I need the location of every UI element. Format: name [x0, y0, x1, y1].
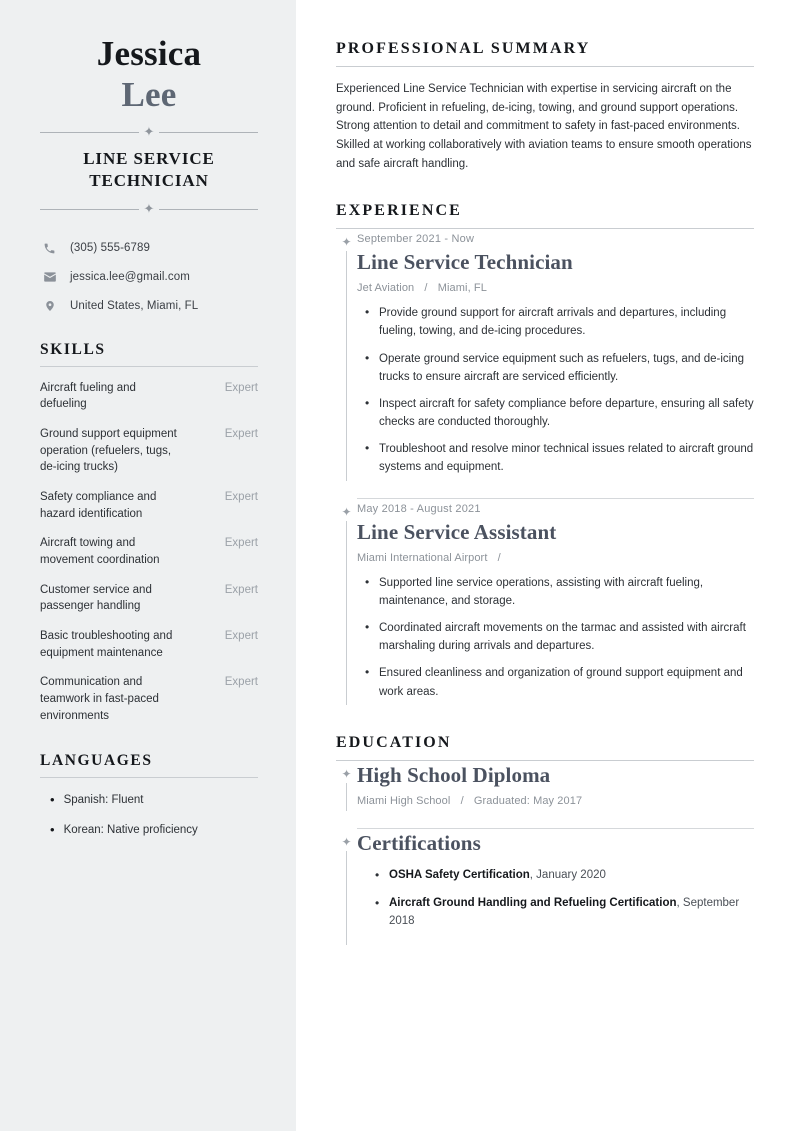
- skill-level: Expert: [224, 537, 258, 550]
- language-label: Korean: Native proficiency: [63, 824, 198, 837]
- certification-name: Aircraft Ground Handling and Refueling Certification: [389, 896, 677, 909]
- contact-list: [40, 242, 258, 313]
- experience-title: Line Service Technician: [357, 250, 573, 275]
- contact-phone[interactable]: [40, 242, 258, 255]
- experience-bullets: [357, 574, 754, 701]
- meta-separator: /: [497, 551, 501, 564]
- timeline-gutter: [336, 229, 357, 480]
- experience-heading: EXPERIENCE: [336, 202, 462, 220]
- skill-name: Ground support equipment operation (refuelers, tugs, de-icing trucks): [40, 428, 177, 474]
- divider-line-right: [159, 209, 258, 210]
- job-title: LINE SERVICE TECHNICIAN: [83, 149, 215, 190]
- divider-line-right: [159, 132, 258, 133]
- contact-email[interactable]: [40, 270, 258, 284]
- timeline-line: [346, 251, 347, 480]
- languages-heading-rule: [40, 777, 258, 778]
- certification-date: , January 2020: [529, 869, 606, 882]
- bullet-item: • Supported line service operations, assisting with aircraft fueling, maintenance, and storage.: [379, 574, 754, 610]
- sparkle-icon: ✦: [341, 834, 352, 849]
- experience-company: Miami International Airport: [357, 551, 488, 564]
- divider-top: [40, 126, 258, 139]
- skill-level: Expert: [224, 583, 258, 596]
- skill-item: [40, 674, 258, 724]
- experience-date: May 2018 - August 2021: [357, 502, 481, 515]
- language-item: [50, 792, 258, 809]
- experience-bullets: [357, 304, 754, 476]
- certification-item: [389, 867, 754, 885]
- divider-line-left: [40, 132, 139, 133]
- summary-heading-rule: [336, 66, 754, 67]
- certifications-heading: Certifications: [357, 830, 481, 855]
- languages-list: [40, 792, 258, 839]
- skill-name: Communication and teamwork in fast-paced environments: [40, 676, 159, 722]
- summary-heading-block: [336, 40, 754, 67]
- bullet-item: • Provide ground support for aircraft arrivals and departures, including fueling, towing, and de-icing procedures.: [379, 304, 754, 340]
- experience-body: [357, 229, 754, 480]
- certification-item: [389, 895, 754, 931]
- timeline-line: [346, 521, 347, 705]
- timeline-line: [346, 851, 347, 945]
- experience-location: Miami, FL: [437, 282, 487, 295]
- bullet-item: • Troubleshoot and resolve minor technical issues related to aircraft ground systems and equipment.: [379, 440, 754, 476]
- language-label: Spanish: Fluent: [63, 794, 144, 807]
- experience-title: Line Service Assistant: [357, 519, 557, 544]
- language-item: [50, 822, 258, 839]
- skill-name: Customer service and passenger handling: [40, 583, 152, 613]
- skills-heading-rule: [40, 366, 258, 367]
- skill-level: Expert: [224, 491, 258, 504]
- location-pin-icon: [40, 299, 59, 313]
- certification-name: OSHA Safety Certification: [389, 869, 530, 882]
- experience-body: [357, 499, 754, 705]
- sparkle-icon: ✦: [341, 504, 352, 519]
- skill-level: Expert: [224, 630, 258, 643]
- skill-item: [40, 628, 258, 661]
- experience-date: September 2021 - Now: [357, 233, 475, 246]
- experience-meta: [357, 552, 754, 564]
- first-name: Jessica: [96, 34, 202, 73]
- skill-level: Expert: [224, 676, 258, 689]
- timeline-gutter: [336, 499, 357, 705]
- bullet-item: • Coordinated aircraft movements on the tarmac and assisted with aircraft marshaling during arrivals and departures.: [379, 619, 754, 655]
- sidebar: [0, 0, 296, 1131]
- experience-meta: [357, 282, 754, 294]
- divider-bottom: [40, 200, 258, 216]
- skill-name: Aircraft fueling and defueling: [40, 381, 136, 411]
- meta-separator: /: [424, 282, 428, 295]
- skill-item: [40, 582, 258, 615]
- bullet-item: • Operate ground service equipment such as refuelers, tugs, and de-icing trucks to ensure aircraft are serviced efficiently.: [379, 350, 754, 386]
- bullet-item: • Inspect aircraft for safety compliance before departure, ensuring all safety checks are conducted thoroughly.: [379, 395, 754, 431]
- timeline-gutter: [336, 761, 357, 811]
- skill-name: Safety compliance and hazard identification: [40, 491, 157, 520]
- skill-item: [40, 535, 258, 568]
- bullet-item: • Ensured cleanliness and organization of ground support equipment and work areas.: [379, 664, 754, 700]
- languages-heading: LANGUAGES: [40, 752, 153, 770]
- education-meta: [357, 795, 754, 807]
- certification-date: , September 2018: [389, 896, 740, 927]
- education-heading: EDUCATION: [336, 733, 452, 751]
- section-professional-summary: [336, 40, 754, 173]
- summary-heading: PROFESSIONAL SUMMARY: [336, 40, 591, 57]
- timeline-gutter: [336, 829, 357, 945]
- certifications-list: [357, 867, 754, 930]
- certifications-body: [357, 829, 754, 945]
- phone-icon: [40, 242, 59, 255]
- skill-item: [40, 426, 258, 476]
- sparkle-icon: ✦: [143, 124, 155, 140]
- skill-name: Basic troubleshooting and equipment maintenance: [40, 630, 173, 659]
- experience-company: Jet Aviation: [357, 282, 415, 295]
- education-body: [357, 761, 754, 811]
- sparkle-icon: ✦: [143, 200, 155, 216]
- education-graduated: Graduated: May 2017: [473, 794, 583, 807]
- languages-heading-block: [40, 752, 258, 778]
- section-education: [336, 734, 754, 945]
- skill-item: [40, 380, 258, 413]
- skills-heading-block: [40, 341, 258, 367]
- education-heading-block: [336, 734, 754, 761]
- skill-item: [40, 489, 258, 522]
- summary-text: Experienced Line Service Technician with expertise in servicing aircraft on the ground. Proficient in refueling, de-icing, towing, and ground support operations. Strong attention to detail and commitment to safety in fast-paced environments. Skilled at working collaboratively with aviation teams to ensure smooth operations and safe aircraft handling.: [336, 83, 752, 170]
- experience-heading-block: [336, 202, 754, 229]
- email-value: jessica.lee@gmail.com: [70, 270, 190, 283]
- skill-level: Expert: [224, 381, 258, 394]
- bullet-icon: •: [50, 792, 55, 808]
- skill-name: Aircraft towing and movement coordination: [40, 537, 160, 567]
- contact-location[interactable]: [40, 299, 258, 313]
- education-school: Miami High School: [357, 794, 451, 807]
- envelope-icon: [40, 270, 59, 284]
- meta-separator: /: [460, 794, 464, 807]
- main-column: [296, 0, 800, 1131]
- section-experience: [336, 202, 754, 705]
- last-name: Lee: [121, 74, 177, 114]
- sparkle-icon: ✦: [341, 766, 352, 781]
- experience-entry: [336, 229, 754, 480]
- phone-value: (305) 555-6789: [70, 242, 151, 255]
- location-value: United States, Miami, FL: [70, 299, 199, 312]
- skills-heading: SKILLS: [40, 340, 106, 358]
- certifications-entry: [336, 829, 754, 945]
- skills-list: [40, 380, 258, 725]
- experience-entry: [336, 499, 754, 705]
- name-block: [40, 34, 258, 216]
- education-entry: [336, 761, 754, 811]
- skill-level: Expert: [224, 428, 258, 441]
- timeline-line: [346, 783, 347, 811]
- sparkle-icon: ✦: [341, 235, 352, 250]
- bullet-icon: •: [50, 822, 55, 838]
- education-degree: High School Diploma: [357, 762, 551, 787]
- divider-line-left: [40, 209, 139, 210]
